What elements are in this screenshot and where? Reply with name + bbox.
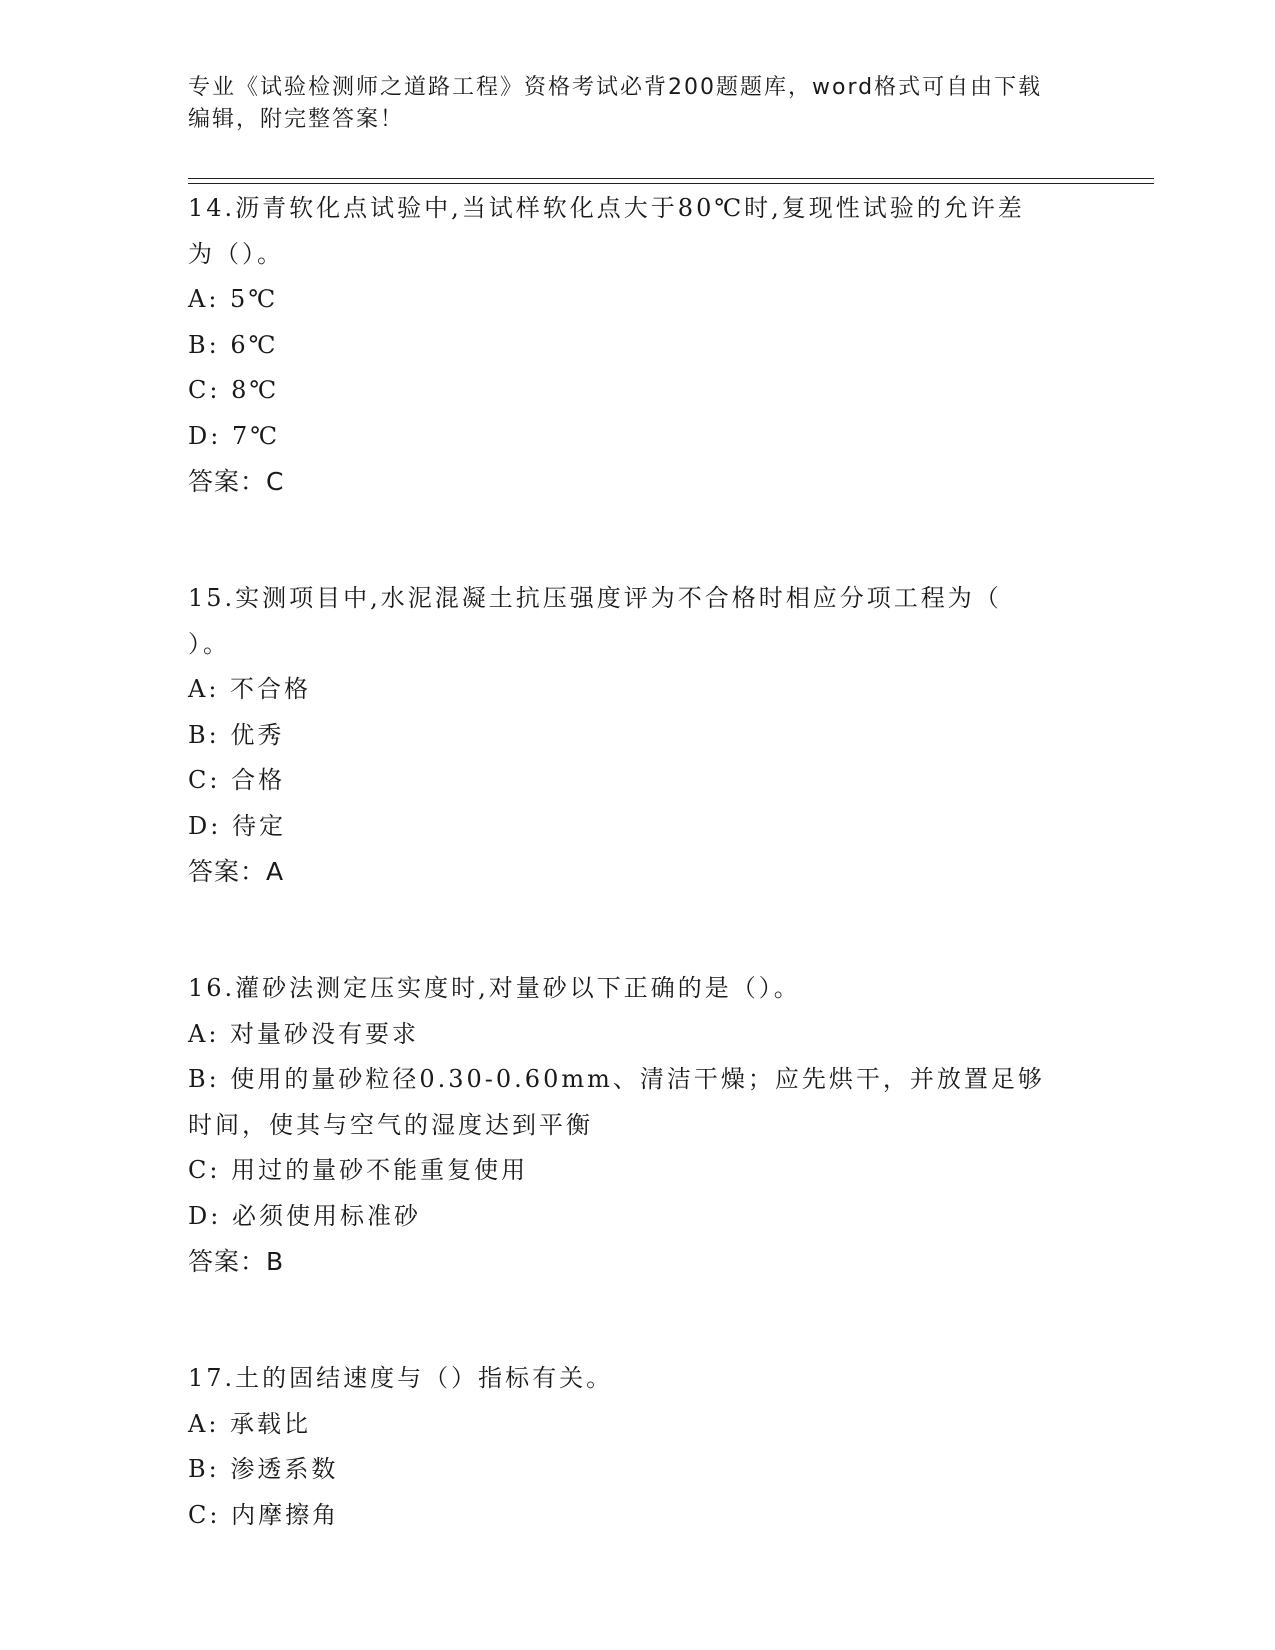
question-spacer <box>188 894 1088 966</box>
header-line-1: 专业《试验检测师之道路工程》资格考试必背200题题库，word格式可自由下载 <box>188 75 1043 100</box>
option-b: B: 优秀 <box>188 720 285 749</box>
question-14 <box>188 186 1088 504</box>
header-line-2: 编辑，附完整答案！ <box>188 107 405 132</box>
question-17 <box>188 1356 1088 1538</box>
question-stem: 14.沥青软化点试验中,当试样软化点大于80℃时,复现性试验的允许差 <box>188 194 1025 222</box>
header-divider-top <box>188 178 1154 179</box>
question-stem: 17.土的固结速度与（）指标有关。 <box>188 1364 614 1392</box>
answer-line: 答案：C <box>188 467 285 496</box>
option-b: B: 使用的量砂粒径0.30-0.60mm、清洁干燥；应先烘干，并放置足够 <box>188 1065 1045 1093</box>
answer-line: 答案：A <box>188 857 285 886</box>
question-stem: 16.灌砂法测定压实度时,对量砂以下正确的是（）。 <box>188 974 801 1002</box>
option-c: C: 用过的量砂不能重复使用 <box>188 1156 529 1184</box>
option-a: A: 不合格 <box>188 675 312 703</box>
option-d: D: 待定 <box>188 811 286 840</box>
option-a: A: 承载比 <box>188 1409 312 1438</box>
option-c: C: 8℃ <box>188 376 280 404</box>
question-list <box>188 186 1088 1538</box>
question-spacer <box>188 1284 1088 1356</box>
option-b: B: 渗透系数 <box>188 1455 339 1483</box>
answer-line: 答案：B <box>188 1247 285 1276</box>
question-stem-continued: ）。 <box>188 629 230 658</box>
option-d: D: 必须使用标准砂 <box>188 1201 421 1230</box>
option-a: A: 5℃ <box>188 285 279 313</box>
option-c: C: 合格 <box>188 766 286 794</box>
option-a: A: 对量砂没有要求 <box>188 1019 420 1048</box>
question-stem-continued: 为（）。 <box>188 239 284 268</box>
option-b: B: 6℃ <box>188 330 279 359</box>
option-c: C: 内摩擦角 <box>188 1500 340 1529</box>
option-d: D: 7℃ <box>188 421 281 450</box>
question-16 <box>188 966 1088 1284</box>
question-15 <box>188 576 1088 894</box>
document-header <box>188 72 1088 136</box>
header-divider-bottom <box>188 183 1154 184</box>
question-spacer <box>188 504 1088 576</box>
option-b-continued: 时间，使其与空气的湿度达到平衡 <box>188 1110 593 1139</box>
question-stem: 15.实测项目中,水泥混凝土抗压强度评为不合格时相应分项工程为（ <box>188 584 1002 612</box>
